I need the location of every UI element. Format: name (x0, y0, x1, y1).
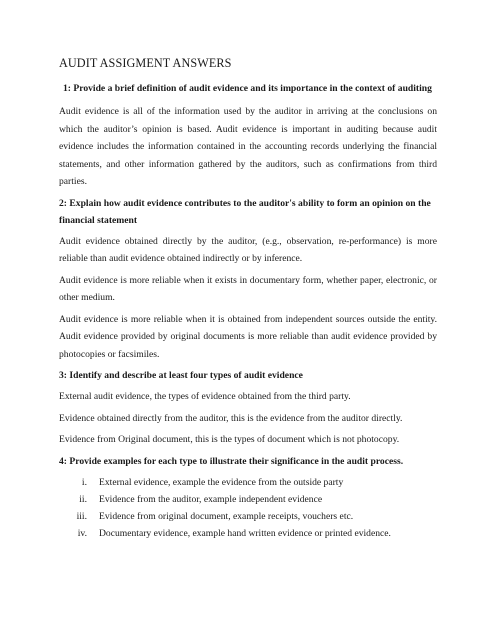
question-1-answer: Audit evidence is all of the information used by the auditor in arriving at the conclusions on which the auditor’s opinion is based. Audit evidence is important in auditing because audit evidence includes the information contained in the accounting records underlying the financial statements, and other information gathered by the auditors, such as confirmations from third parties. (59, 106, 437, 187)
document-page (59, 56, 437, 542)
document-title: AUDIT ASSIGMENT ANSWERS (59, 56, 232, 70)
list-item-number: ii. (79, 493, 87, 505)
question-2-answer-1: Audit evidence obtained directly by the auditor, (e.g., observation, re-performance) is more reliable than audit evidence obtained indirectly or by inference. (59, 235, 437, 264)
question-3-answer-2: Evidence obtained directly from the auditor, this is the evidence from the auditor directly. (59, 412, 403, 424)
question-3-heading: 3: Identify and describe at least four types of audit evidence (59, 370, 303, 381)
list-item-text: Evidence from original document, example receipts, vouchers etc. (99, 510, 354, 522)
list-item-number: iii. (76, 510, 87, 522)
list-item (59, 491, 437, 508)
question-2-answer-2: Audit evidence is more reliable when it exists in documentary form, whether paper, electronic, or other medium. (59, 274, 437, 303)
list-item-number: i. (81, 476, 87, 488)
question-3-answer-1: External audit evidence, the types of evidence obtained from the third party. (59, 391, 351, 402)
list-item (59, 474, 437, 491)
question-2-answer-3: Audit evidence is more reliable when it is obtained from independent sources outside the entity. Audit evidence provided by original documents is more reliable than audit evidence provided by photocopies or facsimiles. (59, 313, 437, 360)
list-item (59, 508, 437, 525)
list-item-text: Evidence from the auditor, example independent evidence (99, 493, 323, 505)
list-item-number: iv. (77, 527, 87, 539)
list-item-text: Documentary evidence, example hand written evidence or printed evidence. (99, 527, 391, 539)
list-item-text: External evidence, example the evidence from the outside party (99, 476, 344, 488)
question-3-answer-3: Evidence from Original document, this is the types of document which is not photocopy. (59, 434, 400, 445)
list-item (59, 525, 437, 542)
question-4-heading: 4: Provide examples for each type to illustrate their significance in the audit process. (59, 455, 404, 467)
question-2-heading: 2: Explain how audit evidence contributes to the auditor's ability to form an opinion on the financial statement (59, 197, 431, 226)
question-1-heading: 1: Provide a brief definition of audit evidence and its importance in the context of auditing (63, 83, 432, 94)
example-list (59, 474, 437, 542)
